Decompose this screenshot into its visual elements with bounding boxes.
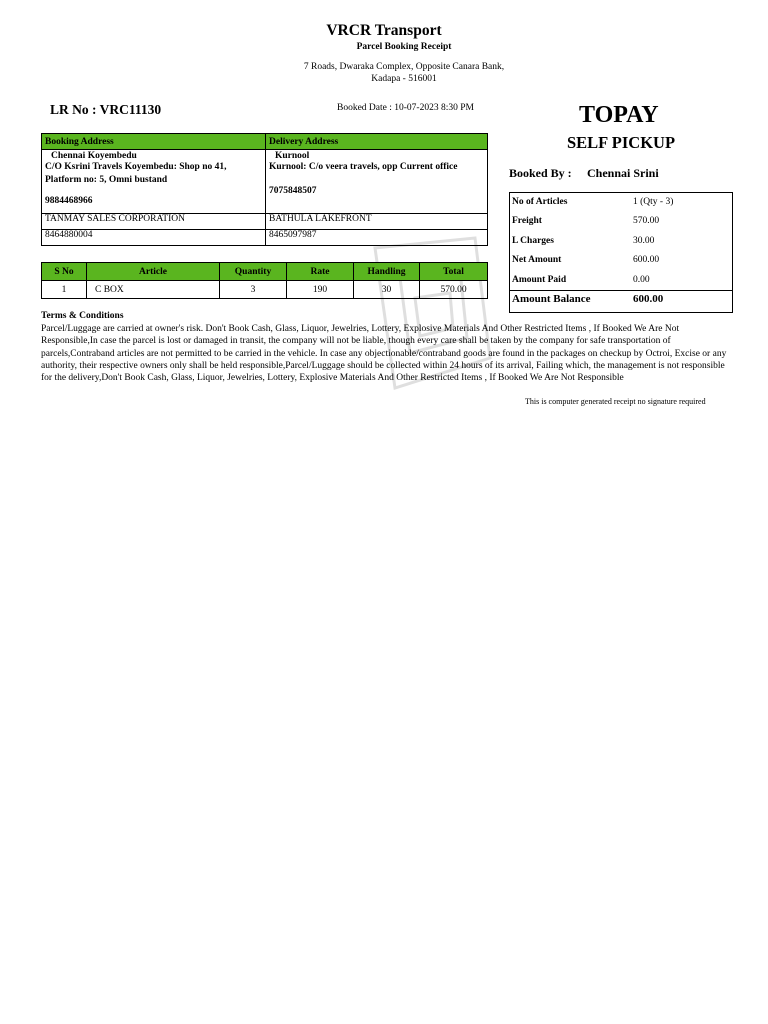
net-amount-value: 600.00 xyxy=(633,255,660,266)
col-quantity: Quantity xyxy=(220,263,287,281)
terms-title: Terms & Conditions xyxy=(41,311,124,321)
delivery-type: SELF PICKUP xyxy=(567,133,676,152)
row-sno: 1 xyxy=(42,281,87,299)
row-quantity: 3 xyxy=(220,281,287,299)
balance-label: Amount Balance xyxy=(512,293,591,306)
delivery-phone: 7075848507 xyxy=(269,185,317,196)
amount-paid-label: Amount Paid xyxy=(512,274,567,285)
net-amount-label: Net Amount xyxy=(512,255,562,266)
booking-party: TANMAY SALES CORPORATION xyxy=(42,214,266,230)
col-handling: Handling xyxy=(354,263,420,281)
table-row xyxy=(42,281,488,299)
row-total: 570.00 xyxy=(420,281,488,299)
col-total: Total xyxy=(420,263,488,281)
booking-address: C/O Ksrini Travels Koyembedu: Shop no 41, Platform no: 5, Omni bustand xyxy=(45,162,227,185)
footer-note: This is computer generated receipt no signature required xyxy=(525,397,706,406)
booking-location: Chennai Koyembedu xyxy=(51,151,137,161)
col-rate: Rate xyxy=(287,263,354,281)
booking-address-cell xyxy=(42,150,266,214)
address-line-2: Kadapa - 516001 xyxy=(371,73,437,84)
booking-phone: 9884468966 xyxy=(45,196,93,206)
terms-text: Parcel/Luggage are carried at owner's risk. Don't Book Cash, Glass, Liquor, Jewelries, Lottery, Explosive Materials And Other Restricted Items , If Booked We Are Not Responsible,In case the parcel is lost or damaged in transit, the company will not be liable, though every care shall be taken by the company for safe transportation of parcels,Contraband articles are not permitted to be carried in the vehicle. In case any objectionable/contraband goods are found in the packages on checkup by Octroi, Excise or any authority, their respective owners only shall be held responsible,Parcel/Luggage should be collected within 24 hours of its arrival, Failing which, the management is not responsible for the delivery,Don't Book Cash, Glass, Liquor, Jewelries, Lottery, Explosive Materials And Other Restricted Items , If Booked We Are Not Responsible xyxy=(41,324,727,384)
articles-label: No of Articles xyxy=(512,196,568,207)
booked-by-name: Chennai Srini xyxy=(587,166,659,180)
company-address xyxy=(0,62,768,85)
summary-table xyxy=(509,192,732,309)
booked-by-label: Booked By : xyxy=(509,166,572,180)
booking-party-phone: 8464880004 xyxy=(42,230,266,246)
col-sno: S No xyxy=(42,263,87,281)
address-table xyxy=(41,133,488,246)
delivery-party-phone: 8465097987 xyxy=(266,230,488,246)
lr-number: LR No : VRC11130 xyxy=(50,102,162,117)
delivery-location: Kurnool xyxy=(275,151,310,161)
delivery-party: BATHULA LAKEFRONT xyxy=(266,214,488,230)
balance-value: 600.00 xyxy=(633,293,664,306)
row-article: C BOX xyxy=(87,281,220,299)
freight-value: 570.00 xyxy=(633,216,660,227)
booking-address-header: Booking Address xyxy=(42,134,266,150)
delivery-address-header: Delivery Address xyxy=(266,134,488,150)
lcharges-value: 30.00 xyxy=(633,235,655,246)
company-name: VRCR Transport xyxy=(326,22,442,39)
row-handling: 30 xyxy=(354,281,420,299)
row-rate: 190 xyxy=(287,281,354,299)
lcharges-label: L Charges xyxy=(512,235,554,246)
delivery-address: Kurnool: C/o veera travels, opp Current office xyxy=(269,162,458,172)
address-line-1: 7 Roads, Dwaraka Complex, Opposite Canara Bank, xyxy=(303,62,505,72)
articles-value: 1 (Qty - 3) xyxy=(633,196,674,207)
col-article: Article xyxy=(87,263,220,281)
amount-paid-value: 0.00 xyxy=(633,274,650,285)
payment-type: TOPAY xyxy=(579,102,659,128)
delivery-address-cell xyxy=(266,150,488,214)
booked-date: Booked Date : 10-07-2023 8:30 PM xyxy=(337,103,474,113)
freight-label: Freight xyxy=(512,216,542,227)
items-table xyxy=(41,262,488,299)
receipt-subtitle: Parcel Booking Receipt xyxy=(356,42,452,52)
